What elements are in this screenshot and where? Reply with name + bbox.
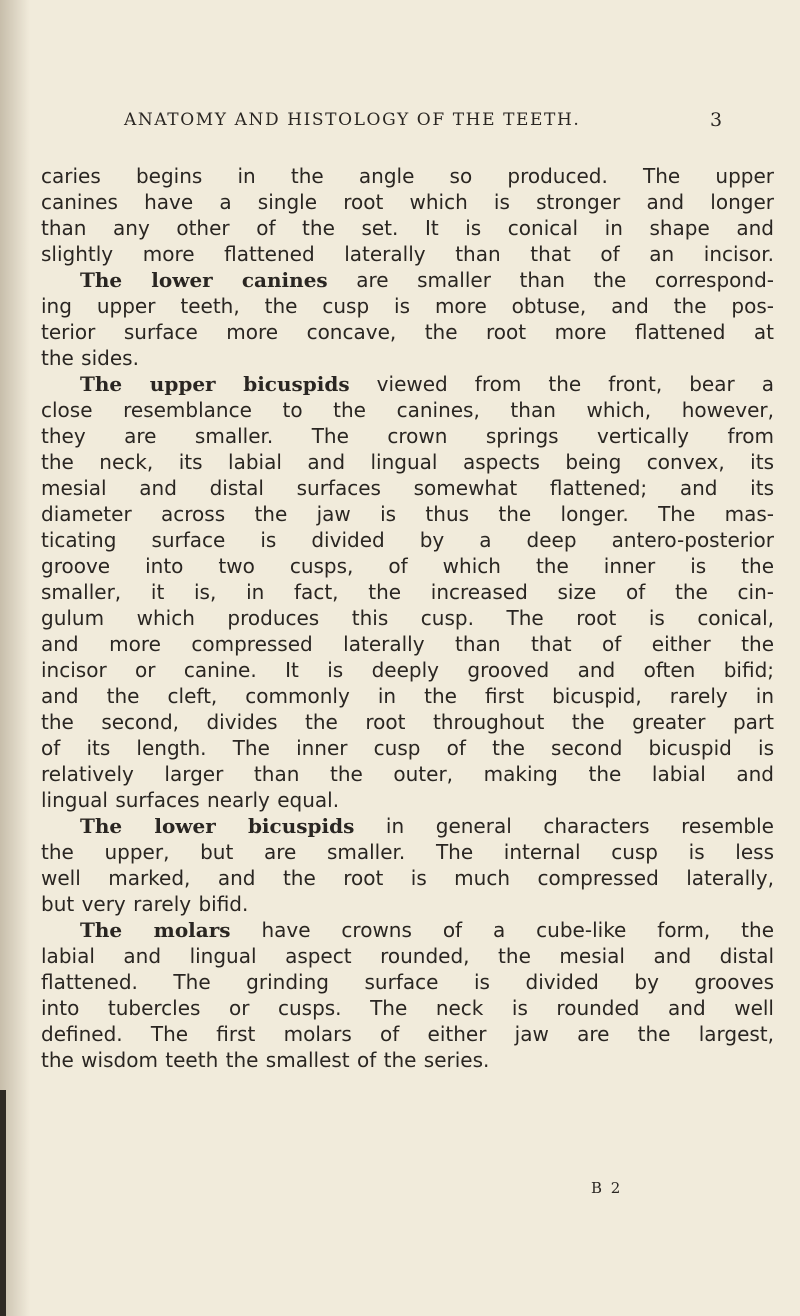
subject-upper-bicuspids: The upper bicuspids [80,372,350,396]
text-line: into tubercles or cusps. The neck is rounded and well [41,996,774,1020]
text-line: the upper, but are smaller. The internal cusp is less [41,840,774,864]
text-line: the neck, its labial and lingual aspects being convex, its [41,450,774,474]
paragraph-lower-bicuspids-first-line: The lower bicuspids in general characters resemble [80,814,774,838]
text-line: caries begins in the angle so produced. The upper [41,164,774,188]
text-line: defined. The first molars of either jaw are the largest, [41,1022,774,1046]
text-line: but very rarely bifid. [41,892,249,916]
subject-molars: The molars [80,918,231,942]
text-line: and more compressed laterally than that of either the [41,632,774,656]
text-line: flattened. The grinding surface is divided by grooves [41,970,774,994]
text-line: ticating surface is divided by a deep antero-posterior [41,528,774,552]
subject-lower-canines: The lower canines [80,268,328,292]
paragraph-lower-canines-first-line: The lower canines are smaller than the correspond- [80,268,774,292]
text-line: groove into two cusps, of which the inner is the [41,554,774,578]
text-line: well marked, and the root is much compressed laterally, [41,866,774,890]
text-line: mesial and distal surfaces somewhat flattened; and its [41,476,774,500]
text-line: incisor or canine. It is deeply grooved and often bifid; [41,658,774,682]
subject-lower-bicuspids: The lower bicuspids [80,814,355,838]
text-line: and the cleft, commonly in the first bicuspid, rarely in [41,684,774,708]
text-line: terior surface more concave, the root more flattened at [41,320,774,344]
book-spine-edge [0,1090,6,1316]
text-line: canines have a single root which is stronger and longer [41,190,774,214]
text-line: the second, divides the root throughout the greater part [41,710,774,734]
text-line: they are smaller. The crown springs vertically from [41,424,774,448]
text-line: the sides. [41,346,139,370]
text-line: smaller, it is, in fact, the increased size of the cin- [41,580,774,604]
text-line: ing upper teeth, the cusp is more obtuse, and the pos- [41,294,774,318]
signature-mark: B 2 [591,1179,623,1197]
text-line: than any other of the set. It is conical in shape and [41,216,774,240]
text-line: labial and lingual aspect rounded, the mesial and distal [41,944,774,968]
text-line: slightly more flattened laterally than that of an incisor. [41,242,774,266]
text-line: diameter across the jaw is thus the longer. The mas- [41,502,774,526]
paragraph-upper-bicuspids-first-line: The upper bicuspids viewed from the front, bear a [80,372,775,396]
text-line: gulum which produces this cusp. The root is conical, [41,606,774,630]
text-line: relatively larger than the outer, making the labial and [41,762,774,786]
paragraph-molars-first-line: The molars have crowns of a cube-like form, the [80,918,775,942]
text-line: the wisdom teeth the smallest of the series. [41,1048,490,1072]
text-line: close resemblance to the canines, than which, however, [41,398,774,422]
running-head: ANATOMY AND HISTOLOGY OF THE TEETH. [124,110,581,130]
text-line: lingual surfaces nearly equal. [41,788,340,812]
page-number: 3 [710,109,723,131]
text-line: of its length. The inner cusp of the second bicuspid is [41,736,774,760]
